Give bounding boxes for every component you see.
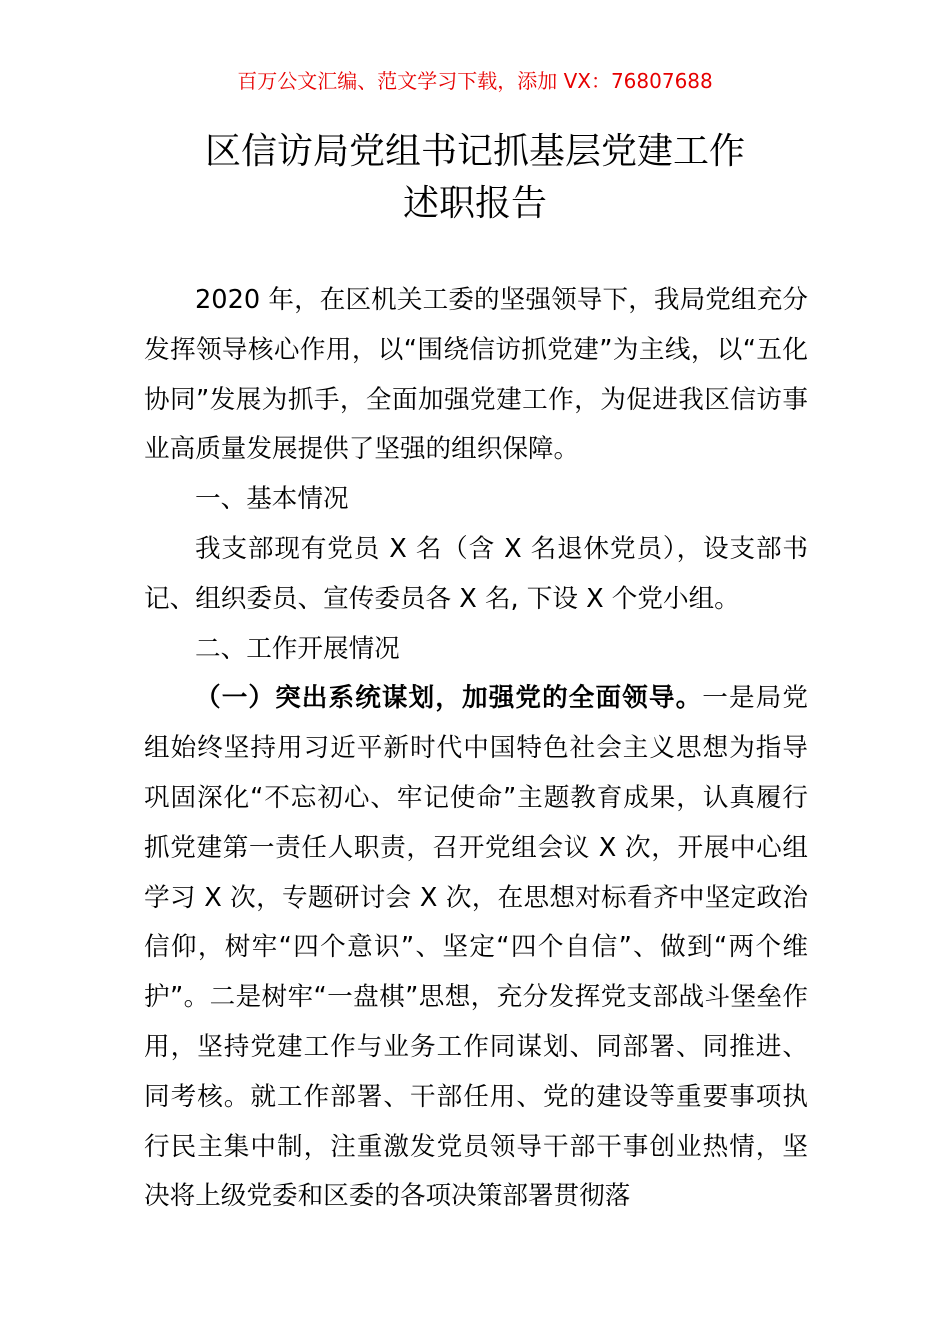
- document-title-line-1: 区信访局党组书记抓基层党建工作: [204, 131, 745, 172]
- section-1-paragraph: 我支部现有党员 X 名（含 X 名退休党员），设支部书记、组织委员、宣传委员各 X 名, 下设 X 个党小组。: [144, 533, 808, 614]
- document-body: [144, 276, 808, 1222]
- item-1-paragraph: [144, 674, 808, 1222]
- intro-paragraph: 2020 年，在区机关工委的坚强领导下，我局党组充分发挥领导核心作用，以“围绕信访抓党建”为主线，以“五化协同”发展为抓手，全面加强党建工作，为促进我区信访事业高质量发展提供了坚强的组织保障。: [144, 285, 808, 465]
- section-1-heading: 一、基本情况: [195, 484, 349, 515]
- item-1-text: 一是局党组始终坚持用习近平新时代中国特色社会主义思想为指导巩固深化“不忘初心、牢记使命”主题教育成果，认真履行抓党建第一责任人职责，召开党组会议 X 次，开展中心组学习 X 次，专题研讨会 X 次，在思想对标看齐中坚定政治信仰，树牢“四个意识”、坚定“四个自信”、做到“两个维护”。二是树牢“一盘棋”思想，充分发挥党支部战斗堡垒作用，坚持党建工作与业务工作同谋划、同部署、同推进、同考核。就工作部署、干部任用、党的建设等重要事项执行民主集中制，注重激发党员领导干部干事创业热情，坚决将上级党委和区委的各项决策部署贯彻落: [144, 683, 808, 1212]
- section-2-heading: 二、工作开展情况: [195, 633, 400, 664]
- document-title-line-2: 述职报告: [402, 183, 547, 224]
- watermark-header: 百万公文汇编、范文学习下载，添加 VX：76807688: [237, 69, 713, 93]
- item-1-heading: （一）突出系统谋划，加强党的全面领导。: [195, 683, 703, 714]
